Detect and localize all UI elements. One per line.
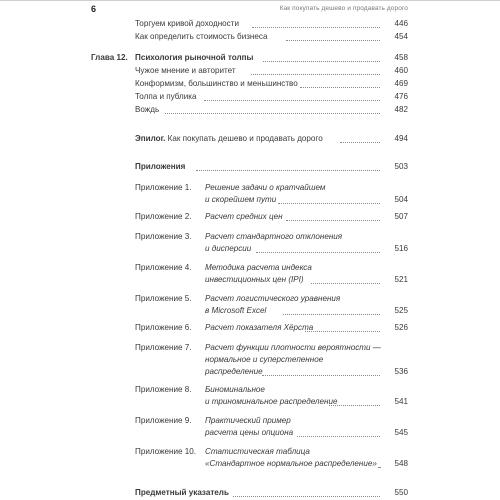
toc-entry: Толпа и публика	[135, 92, 197, 101]
leader-dots	[196, 169, 380, 171]
toc-page-number: 446	[394, 19, 408, 28]
leader-dots	[256, 251, 380, 253]
leader-dots	[297, 435, 380, 437]
index-title: Предметный указатель	[135, 488, 229, 497]
page-number: 6	[91, 4, 97, 14]
leader-dots	[286, 39, 380, 41]
appendix-title-line1: Расчет средних цен	[205, 212, 283, 221]
toc-page-number: 545	[394, 428, 408, 437]
toc-entry: Вождь	[135, 105, 160, 114]
toc-page-number: 541	[394, 397, 408, 406]
epilogue-label: Эпилог.	[135, 134, 166, 143]
toc-page-number: 503	[394, 162, 408, 171]
leader-dots	[378, 466, 380, 468]
appendix-label: Приложение 4.	[135, 263, 192, 272]
toc-page-number: 458	[394, 53, 408, 62]
toc-page-number: 504	[394, 195, 408, 204]
appendix-title-line2: нормальное и суперстепенное	[205, 355, 324, 364]
toc-page-number: 516	[394, 244, 408, 253]
appendix-title-line3: распределение	[205, 367, 263, 376]
leader-dots	[329, 404, 380, 406]
running-title: Как покупать дешево и продавать дорого	[279, 5, 408, 12]
appendix-title-line1: Решение задачи о кратчайшем	[205, 183, 326, 192]
appendix-title-line1: Практический пример	[205, 416, 291, 425]
toc-entry: Конформизм, большинство и меньшинство	[135, 79, 298, 88]
appendix-title-line1: Расчет логистического уравнения	[205, 294, 341, 303]
toc-page-number: 536	[394, 367, 408, 376]
leader-dots	[165, 112, 380, 114]
appendix-label: Приложение 1.	[135, 183, 192, 192]
toc-page-number: 454	[394, 32, 408, 41]
appendix-title-line2: в Microsoft Excel	[205, 306, 267, 315]
toc-page-number: 550	[394, 488, 408, 497]
appendix-title-line2: и дисперсии	[205, 244, 252, 253]
toc-entry-yield-curve: Торгуем кривой доходности	[135, 19, 239, 28]
toc-page-number: 476	[394, 92, 408, 101]
leader-dots	[262, 374, 380, 376]
appendices-title: Приложения	[135, 162, 186, 171]
toc-page-number: 507	[394, 212, 408, 221]
appendix-label: Приложение 8.	[135, 385, 192, 394]
appendix-title-line1: Расчет функции плотности вероятности —	[205, 343, 381, 352]
appendix-title-line1: Расчет показателя Хёрста	[205, 323, 314, 332]
toc-entry: Чужое мнение и авторитет	[135, 66, 236, 75]
epilogue-title: Как покупать дешево и продавать дорого	[167, 134, 323, 143]
leader-dots	[286, 219, 380, 221]
toc-page-number: 469	[394, 79, 408, 88]
appendix-title-line2: инвестиционных цен (IPI)	[205, 275, 304, 284]
toc-entry-business-value: Как определить стоимость бизнеса	[135, 32, 268, 41]
leader-dots	[252, 26, 380, 28]
appendix-label: Приложение 9.	[135, 416, 192, 425]
toc-page-number: 460	[394, 66, 408, 75]
toc-page-number: 482	[394, 105, 408, 114]
appendix-title-line1: Биноминальное	[205, 385, 265, 394]
toc-page-number: 521	[394, 275, 408, 284]
appendix-label: Приложение 6.	[135, 323, 192, 332]
chapter-title: Психология рыночной толпы	[135, 53, 254, 62]
appendix-label: Приложение 10.	[135, 447, 196, 456]
appendix-title-line2: и скорейшем пути	[205, 195, 277, 204]
appendix-label: Приложение 3.	[135, 232, 192, 241]
appendix-label: Приложение 7.	[135, 343, 192, 352]
leader-dots	[278, 202, 380, 204]
leader-dots	[204, 99, 380, 101]
appendix-title-line1: Статистическая таблица	[205, 447, 310, 456]
appendix-title-line2: и триноминальное распределение	[205, 397, 338, 406]
epilogue-entry	[135, 134, 323, 144]
appendix-title-line1: Методика расчета индекса	[205, 263, 312, 272]
toc-page-number: 494	[394, 134, 408, 143]
leader-dots	[263, 60, 380, 62]
appendix-title-line2: расчета цены опциона	[205, 428, 294, 437]
leader-dots	[233, 495, 380, 497]
leader-dots	[283, 313, 380, 315]
appendix-title-line1: Расчет стандартного отклонения	[205, 232, 343, 241]
toc-page-number: 526	[394, 323, 408, 332]
leader-dots	[300, 86, 380, 88]
leader-dots	[311, 282, 380, 284]
chapter-label: Глава 12.	[91, 53, 128, 62]
toc-page-number: 525	[394, 306, 408, 315]
leader-dots	[251, 73, 380, 75]
leader-dots	[340, 141, 380, 143]
appendix-label: Приложение 5.	[135, 294, 192, 303]
leader-dots	[305, 330, 380, 332]
appendix-title-line2: «Стандартное нормальное распределение»	[205, 459, 377, 468]
toc-page-number: 548	[394, 459, 408, 468]
header-rule	[0, 0, 500, 1]
appendix-label: Приложение 2.	[135, 212, 192, 221]
